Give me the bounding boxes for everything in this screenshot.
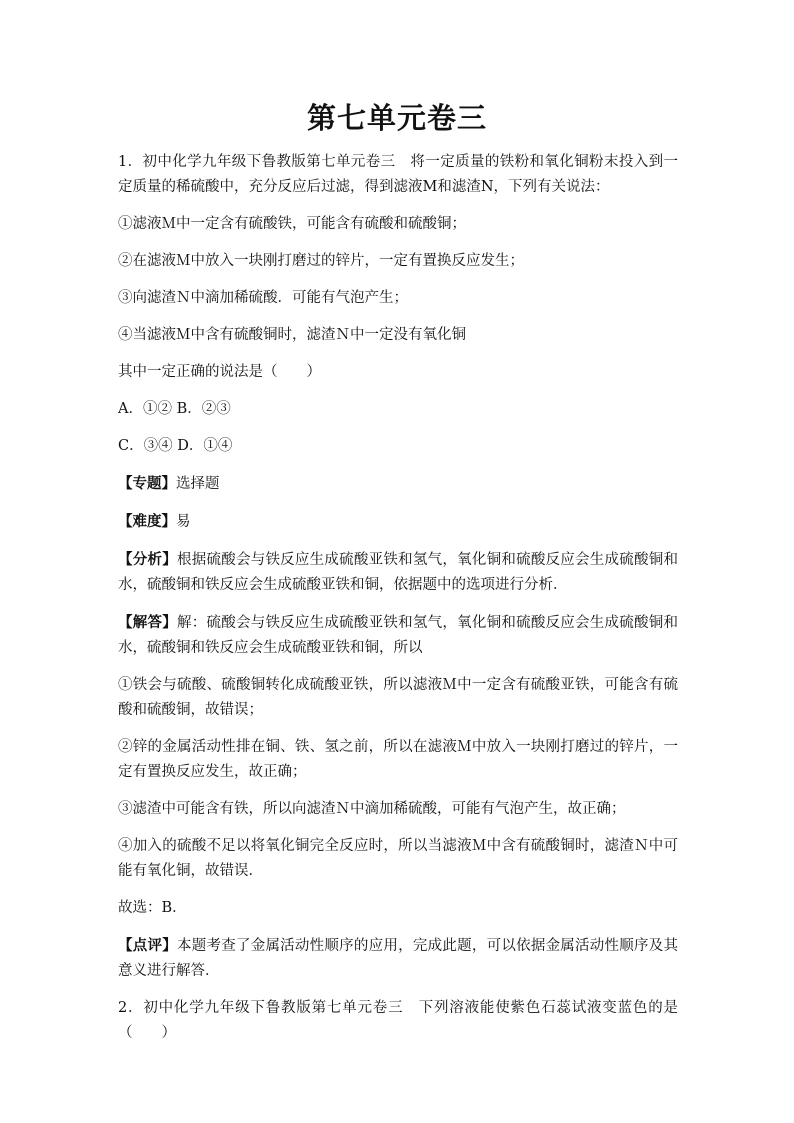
option-line-1: A．①② B．②③ xyxy=(118,401,231,417)
topic-line xyxy=(118,471,678,497)
question-1-prompt: 其中一定正确的说法是（ ） xyxy=(118,364,321,380)
difficulty-tag: 【难度】 xyxy=(118,513,176,530)
option-line-2: C．③④ D．①④ xyxy=(118,438,233,454)
analysis-tag: 【分析】 xyxy=(118,551,177,568)
difficulty-value: 易 xyxy=(176,514,191,530)
answer-point-2: ②锌的金属活动性排在铜、铁、氢之前，所以在滤液Ｍ中放入一块刚打磨过的锌片，一定有置换反应发生，故正确； xyxy=(118,739,678,780)
statement-1: ①滤液Ｍ中一定含有硫酸铁，可能含有硫酸和硫酸铜； xyxy=(118,216,466,232)
document-title: 第七单元卷三 xyxy=(306,101,487,135)
answer-tag: 【解答】 xyxy=(118,614,177,631)
analysis-text: 根据硫酸会与铁反应生成硫酸亚铁和氢气，氧化铜和硫酸反应会生成硫酸铜和水，硫酸铜和铁反应会生成硫酸亚铁和铜，依据题中的选项进行分析． xyxy=(118,552,679,593)
answer-point-1: ①铁会与硫酸、硫酸铜转化成硫酸亚铁，所以滤液Ｍ中一定含有硫酸亚铁，可能含有硫酸和硫酸铜，故错误； xyxy=(118,677,678,718)
answer-point-4: ④加入的硫酸不足以将氧化铜完全反应时，所以当滤液Ｍ中含有硫酸铜时，滤渣Ｎ中可能有氧化铜，故错误． xyxy=(118,838,678,879)
comment-tag: 【点评】 xyxy=(118,937,177,954)
topic-tag: 【专题】 xyxy=(118,475,176,492)
answer-paragraph xyxy=(118,610,678,661)
topic-value: 选择题 xyxy=(176,476,220,492)
difficulty-line xyxy=(118,509,678,535)
statement-2: ②在滤液Ｍ中放入一块刚打磨过的锌片，一定有置换反应发生； xyxy=(118,253,524,269)
answer-text: 解：硫酸会与铁反应生成硫酸亚铁和氢气，氧化铜和硫酸反应会生成硫酸铜和水，硫酸铜和铁反应会生成硫酸亚铁和铜，所以 xyxy=(118,615,679,656)
statement-4: ④当滤液Ｍ中含有硫酸铜时，滤渣Ｎ中一定没有氧化铜 xyxy=(118,327,466,343)
statement-3: ③向滤渣Ｎ中滴加稀硫酸．可能有气泡产生； xyxy=(118,290,408,306)
question-1-stem: 1．初中化学九年级下鲁教版第七单元卷三 将一定质量的铁粉和氧化铜粉末投入到一定质量的稀硫酸中，充分反应后过滤，得到滤液M和滤渣N，下列有关说法： xyxy=(118,154,678,195)
comment-paragraph xyxy=(118,933,678,984)
comment-text: 本题考查了金属活动性顺序的应用，完成此题，可以依据金属活动性顺序及其意义进行解答． xyxy=(118,938,679,979)
document-body xyxy=(118,150,678,1058)
analysis-paragraph xyxy=(118,547,678,598)
answer-point-3: ③滤渣中可能含有铁，所以向滤渣Ｎ中滴加稀硫酸，可能有气泡产生，故正确； xyxy=(118,801,626,817)
question-2-stem: 2．初中化学九年级下鲁教版第七单元卷三 下列溶液能使紫色石蕊试液变蓝色的是（ ） xyxy=(118,1000,678,1041)
final-choice: 故选：B． xyxy=(118,900,187,916)
